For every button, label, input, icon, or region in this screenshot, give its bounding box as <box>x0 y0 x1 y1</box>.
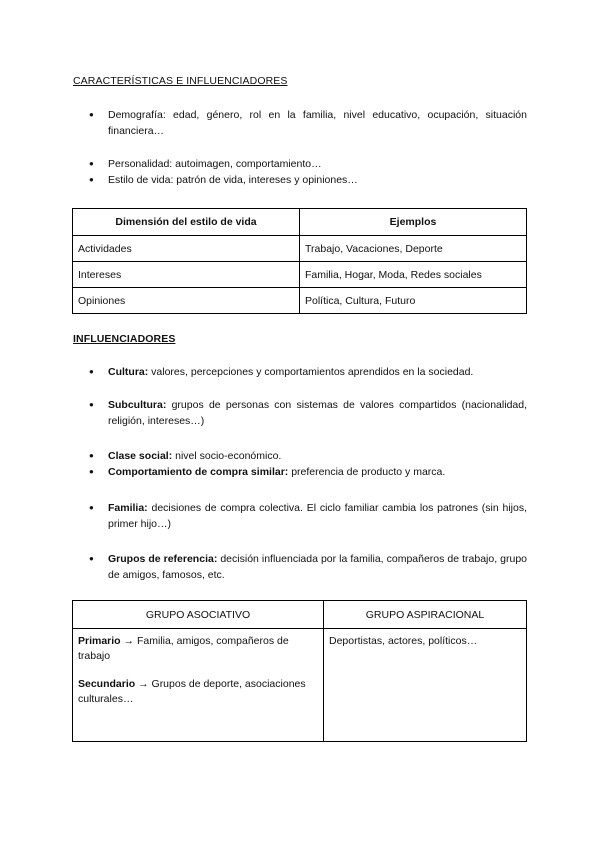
bullet-text: decisión influenciada por la familia, compañeros de trabajo, grupo de amigos, famosos, etc. <box>108 553 528 581</box>
bullet-list <box>89 448 527 480</box>
bullet-term: Familia: <box>108 502 148 514</box>
primario-entry <box>78 634 318 664</box>
lifestyle-table <box>72 208 527 314</box>
column-header: Ejemplos <box>300 209 527 236</box>
bullet-text: grupos de personas con sistemas de valores compartidos (nacionalidad, religión, intereses…) <box>108 399 527 427</box>
table-cell: Política, Cultura, Futuro <box>300 288 527 314</box>
table-cell-asociativo <box>73 629 324 742</box>
table-cell: Actividades <box>73 236 300 262</box>
bullet-subcultura <box>89 397 527 429</box>
bullet-list <box>89 156 527 188</box>
secundario-entry <box>78 677 318 707</box>
bullet-list <box>89 500 527 532</box>
bullet-term: Clase social: <box>108 450 173 462</box>
table-row <box>73 236 527 262</box>
bullet-demografia: ● Demografía: edad, género, rol en la familia, nivel educativo, ocupación, situación financiera… <box>89 107 527 139</box>
bullet-personalidad: ● Personalidad: autoimagen, comportamiento… <box>89 156 527 172</box>
bullet-estilo-de-vida: ● Estilo de vida: patrón de vida, intereses y opiniones… <box>89 172 527 188</box>
secundario-text: → Grupos de deporte, asociaciones culturales… <box>78 678 306 705</box>
column-header: Dimensión del estilo de vida <box>73 209 300 236</box>
primario-text: → Familia, amigos, compañeros de trabajo <box>78 635 289 662</box>
bullet-familia <box>89 500 527 532</box>
column-header: GRUPO ASOCIATIVO <box>73 601 324 629</box>
primario-term: Primario <box>78 635 121 647</box>
bullet-term: Comportamiento de compra similar: <box>108 466 289 478</box>
bullet-text: valores, percepciones y comportamientos aprendidos en la sociedad. <box>148 366 474 378</box>
table-row <box>73 262 527 288</box>
bullet-term: Grupos de referencia: <box>108 553 218 565</box>
bullet-term: Subcultura: <box>108 399 167 411</box>
bullet-comportamiento-compra <box>89 464 527 480</box>
secundario-term: Secundario <box>78 678 136 690</box>
bullet-text: nivel socio-económico. <box>172 450 282 462</box>
table-header-row <box>73 209 527 236</box>
bullet-term: Cultura: <box>108 366 149 378</box>
table-row <box>73 629 527 742</box>
spacer <box>78 664 318 677</box>
bullet-grupos-referencia <box>89 551 527 583</box>
table-cell: Trabajo, Vacaciones, Deporte <box>300 236 527 262</box>
bullet-list <box>89 107 527 139</box>
bullet-text: preferencia de producto y marca. <box>288 466 446 478</box>
table-cell: Intereses <box>73 262 300 288</box>
section-title-caracteristicas: CARACTERÍSTICAS E INFLUENCIADORES <box>73 75 288 87</box>
bullet-list <box>89 551 527 583</box>
bullet-list <box>89 397 527 429</box>
column-header: GRUPO ASPIRACIONAL <box>324 601 527 629</box>
reference-groups-table <box>72 600 527 742</box>
table-header-row <box>73 601 527 629</box>
section-title-influenciadores: INFLUENCIADORES <box>73 333 176 345</box>
bullet-text: decisiones de compra colectiva. El ciclo familiar cambia los patrones (sin hijos, primer hijo…) <box>108 502 527 530</box>
bullet-clase-social <box>89 448 527 464</box>
bullet-cultura <box>89 364 527 380</box>
table-cell: Opiniones <box>73 288 300 314</box>
table-row <box>73 288 527 314</box>
table-cell-aspiracional: Deportistas, actores, políticos… <box>324 629 527 742</box>
bullet-list <box>89 364 527 380</box>
table-cell: Familia, Hogar, Moda, Redes sociales <box>300 262 527 288</box>
